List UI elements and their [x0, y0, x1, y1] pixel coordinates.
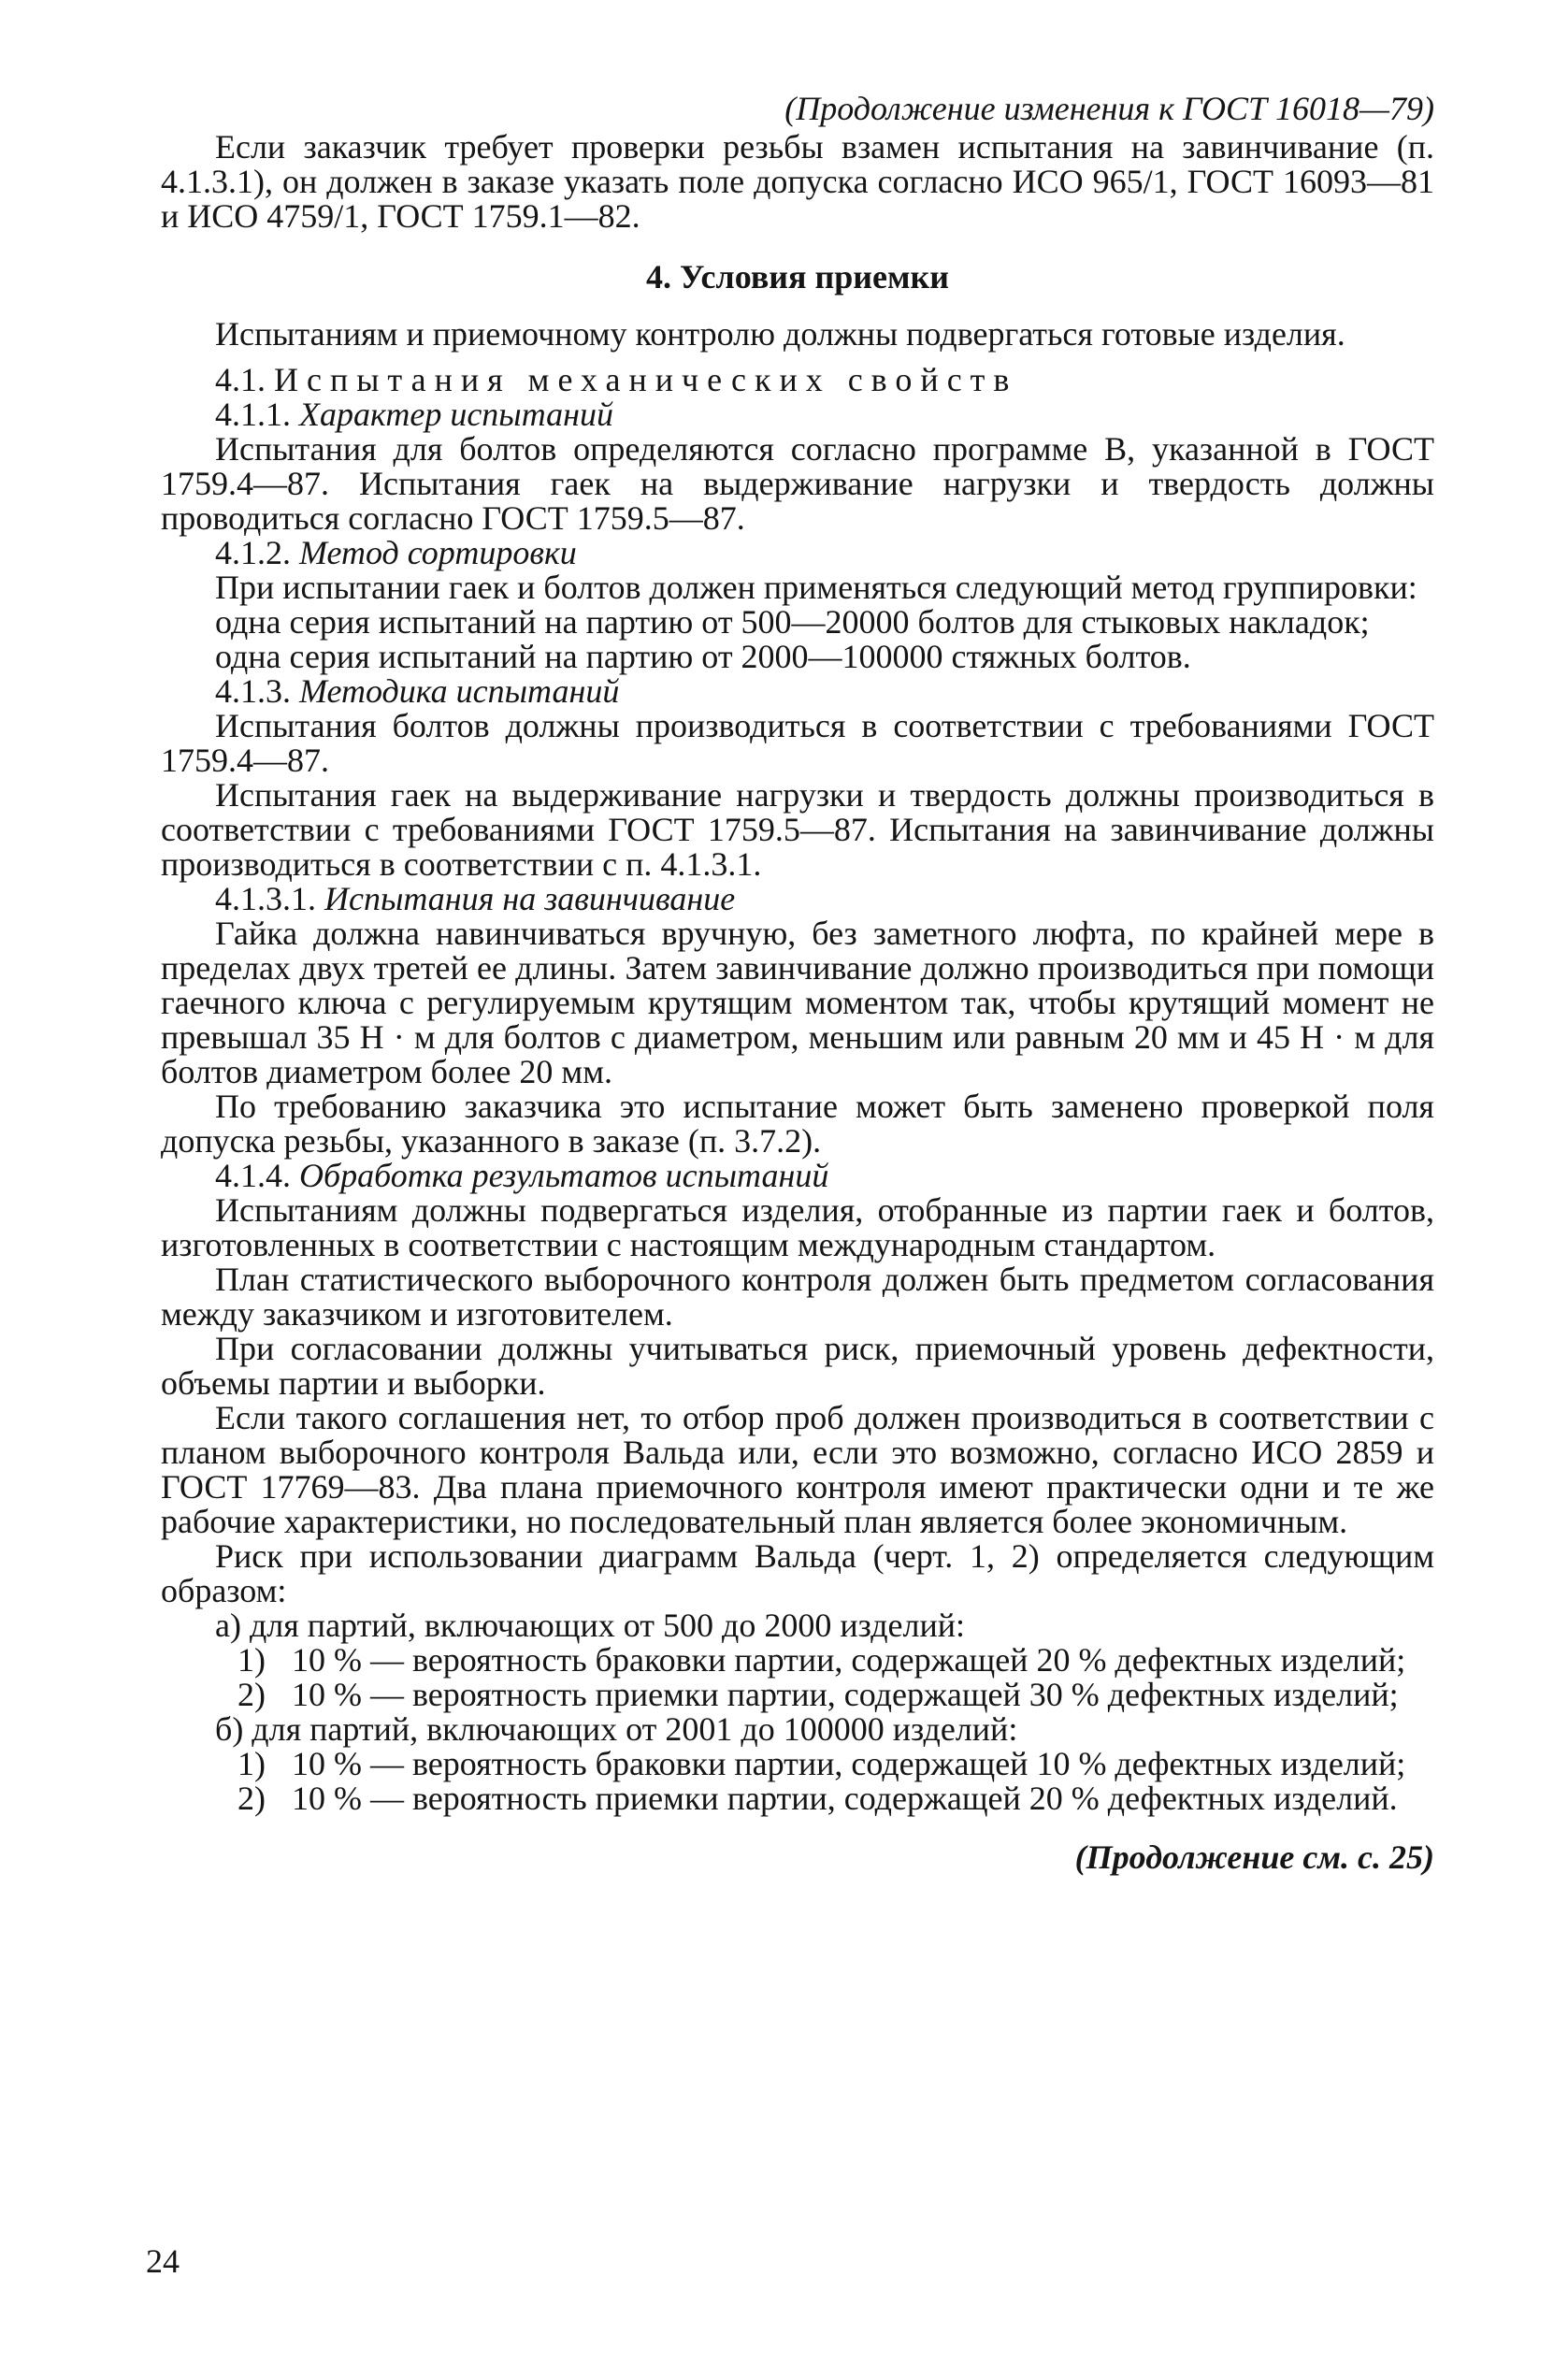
clause-number: 4.1.2.: [215, 534, 291, 571]
list-item-number: 2): [237, 1780, 266, 1817]
clause-4-1-3-1-text-b: По требованию заказчика это испытание может быть заменено проверкой поля допуска резьбы, указанного в заказе (п. 3.7.2).: [161, 1088, 1434, 1160]
list-item-number: 1): [237, 1745, 266, 1782]
list-item-text: 10 % — вероятность приемки партии, содержащей 20 % дефектных изделий.: [292, 1780, 1398, 1817]
clause-4-1-2-heading: [161, 536, 1434, 570]
clause-number: 4.1.4.: [215, 1157, 291, 1194]
list-item-text: 10 % — вероятность приемки партии, содержащей 30 % дефектных изделий;: [292, 1676, 1399, 1713]
list-item-text: 10 % — вероятность браковки партии, содержащей 20 % дефектных изделий;: [292, 1641, 1406, 1679]
clause-4-1-4-text-a: Испытаниям должны подвергаться изделия, отобранные из партии гаек и болтов, изготовленных в соответствии с настоящим международным стандартом.: [161, 1191, 1434, 1263]
list-item-text: 10 % — вероятность браковки партии, содержащей 10 % дефектных изделий;: [292, 1745, 1406, 1782]
section-4-paragraph: Испытаниям и приемочному контролю должны подвергаться готовые изделия.: [215, 315, 1345, 353]
list-item: [237, 1678, 1434, 1712]
clause-4-1-4-text-e: Риск при использовании диаграмм Вальда (черт. 1, 2) определяется следующим образом:: [161, 1537, 1434, 1609]
section-title: 4. Условия приемки: [646, 258, 949, 296]
clause-title: Обработка результатов испытаний: [299, 1157, 829, 1194]
clause-title: Методика испытаний: [299, 672, 620, 710]
continuation-header: (Продолжение изменения к ГОСТ 16018—79): [784, 90, 1434, 127]
clause-4-1-3-1-heading: [161, 882, 1434, 916]
clause-title: Характер испытаний: [299, 396, 613, 433]
list-item: [237, 1781, 1434, 1816]
clause-title: Метод сортировки: [299, 534, 577, 571]
list-item: [237, 1747, 1434, 1781]
clause-title: Испытания на завинчивание: [324, 880, 736, 917]
clause-number: 4.1.3.1.: [215, 880, 316, 917]
clause-4-1-4-text-d: Если такого соглашения нет, то отбор проб должен производиться в соответствии с планом выборочного контроля Вальда или, если это возможно, согласно ИСО 2859 и ГОСТ 17769—83. Два плана приемочного контроля имеют практически одни и те же рабочие характеристики, но последовательный план является более экономичным.: [161, 1399, 1434, 1540]
clause-4-1-2-item-b: одна серия испытаний на партию от 2000—100000 стяжных болтов.: [215, 638, 1191, 675]
continuation-footer: (Продолжение см. с. 25): [1074, 1838, 1434, 1876]
text-column: [161, 92, 1434, 1875]
case-a-heading: а) для партий, включающих от 500 до 2000 изделий:: [215, 1607, 965, 1644]
clause-4-1-4-text-b: План статистического выборочного контроля должен быть предметом согласования между заказчиком и изготовителем.: [161, 1261, 1434, 1333]
clause-4-1-1-heading: [161, 397, 1434, 432]
clause-number: 4.1.3.: [215, 672, 291, 710]
list-item-number: 2): [237, 1676, 266, 1713]
list-item-number: 1): [237, 1641, 266, 1679]
clause-number: 4.1.: [215, 361, 266, 398]
intro-paragraph: Если заказчик требует проверки резьбы взамен испытания на завинчивание (п. 4.1.3.1), он должен в заказе указать поле допуска согласно ИСО 965/1, ГОСТ 16093—81 и ИСО 4759/1, ГОСТ 1759.1—82.: [161, 128, 1434, 235]
clause-4-1-4-text-c: При согласовании должны учитываться риск, приемочный уровень дефектности, объемы партии и выборки.: [161, 1330, 1434, 1402]
clause-4-1-3-heading: [161, 674, 1434, 709]
clause-4-1-3-1-text-a: Гайка должна навинчиваться вручную, без заметного люфта, по крайней мере в пределах двух третей ее длины. Затем завинчивание должно производиться при помощи гаечного ключа с регулируемым крутящим моментом так, чтобы крутящий момент не превышал 35 Н · м для болтов с диаметром, меньшим или равным 20 мм и 45 Н · м для болтов диаметром более 20 мм.: [161, 915, 1434, 1090]
clause-4-1-heading: [161, 363, 1434, 397]
clause-4-1-2-item-a: одна серия испытаний на партию от 500—20000 болтов для стыковых накладок;: [215, 603, 1370, 641]
clause-4-1-4-heading: [161, 1159, 1434, 1193]
clause-4-1-2-text: При испытании гаек и болтов должен применяться следующий метод группировки:: [215, 569, 1417, 606]
page-number: 24: [146, 2242, 180, 2280]
clause-4-1-3-text-b: Испытания гаек на выдерживание нагрузки и твердость должны производиться в соответствии с требованиями ГОСТ 1759.5—87. Испытания на завинчивание должны производиться в соответствии с п. 4.1.3.1.: [161, 776, 1434, 883]
clause-4-1-1-text: Испытания для болтов определяются согласно программе В, указанной в ГОСТ 1759.4—87. Испытания гаек на выдерживание нагрузки и твердость должны проводиться согласно ГОСТ 1759.5—87.: [161, 430, 1434, 537]
clause-title: Испытания механических свойств: [274, 361, 1018, 398]
list-item: [237, 1643, 1434, 1678]
clause-4-1-3-text-a: Испытания болтов должны производиться в соответствии с требованиями ГОСТ 1759.4—87.: [161, 707, 1434, 779]
clause-number: 4.1.1.: [215, 396, 291, 433]
case-b-heading: б) для партий, включающих от 2001 до 100000 изделий:: [215, 1710, 1018, 1748]
